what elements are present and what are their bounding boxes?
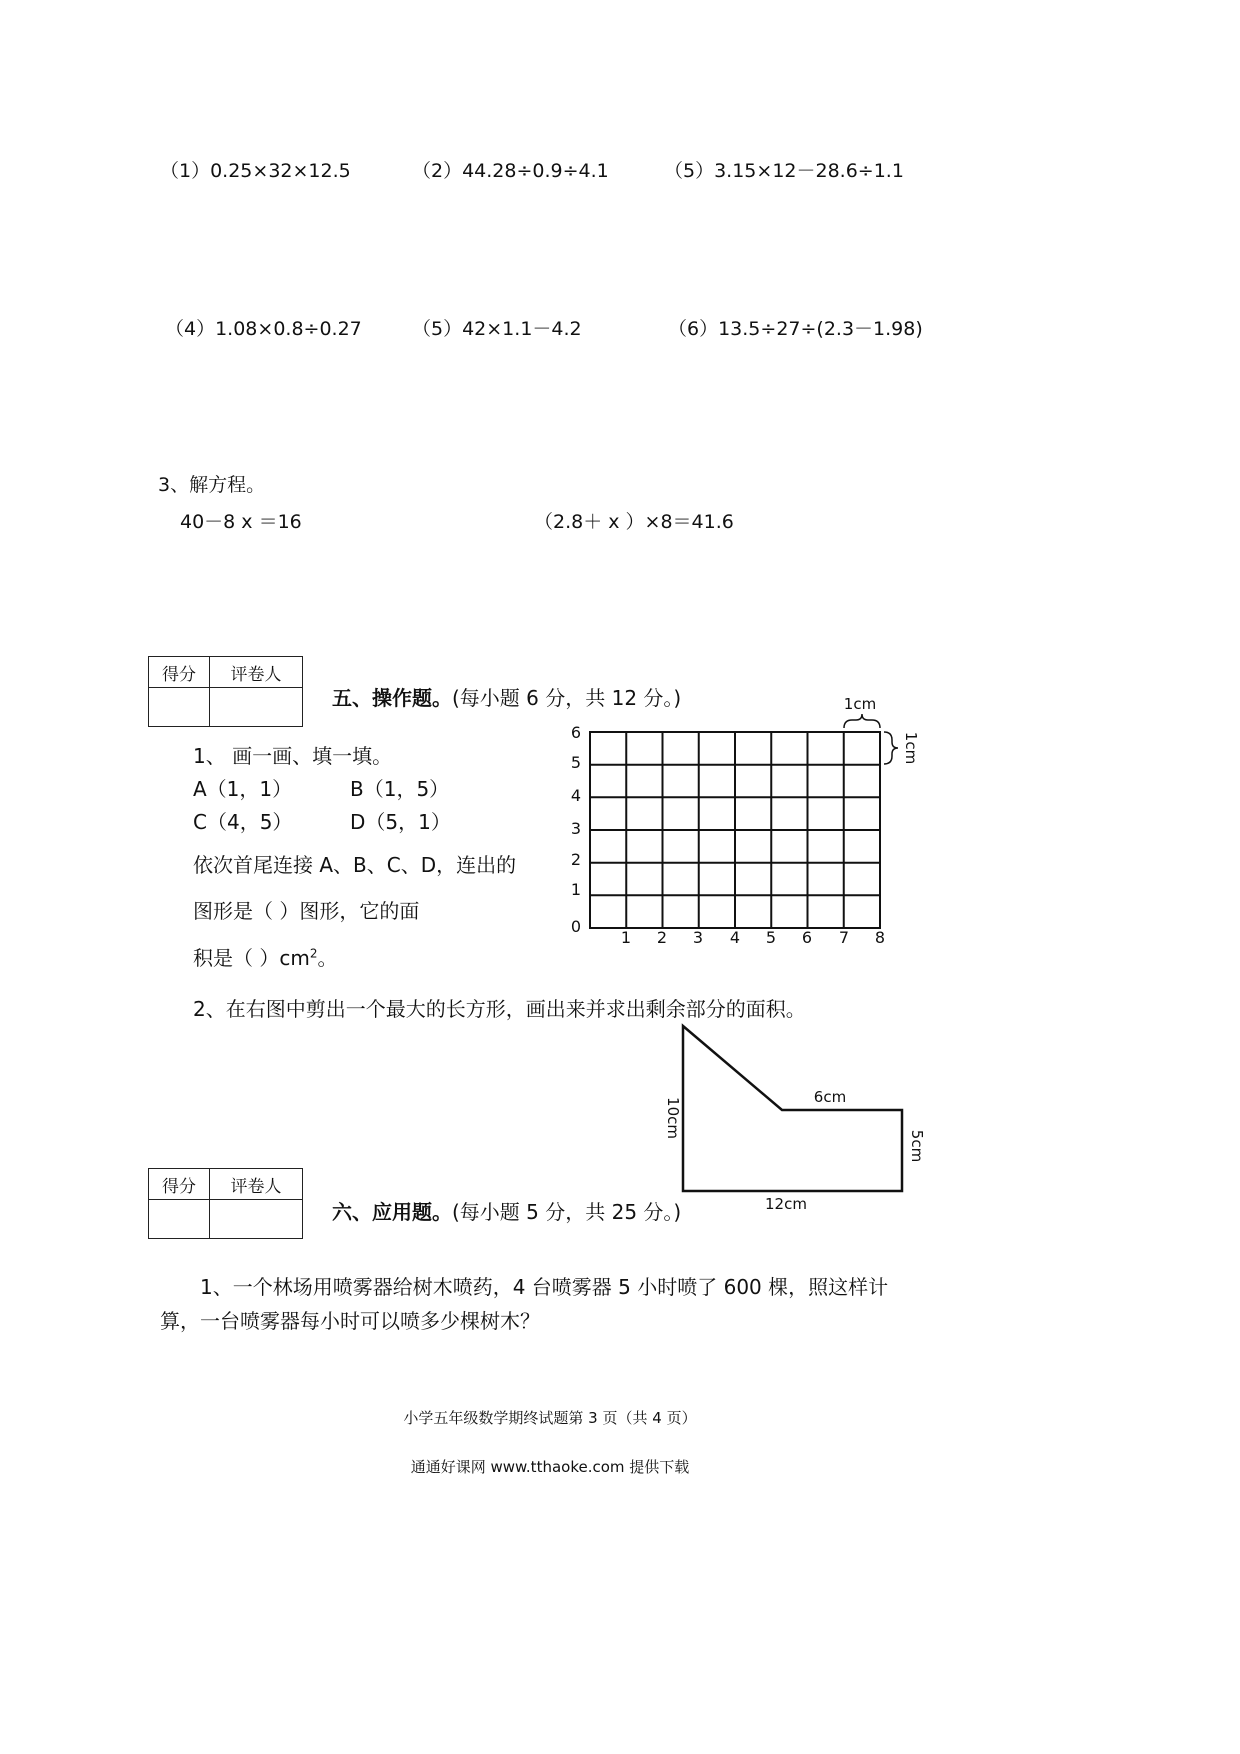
q1-line-3-end: 。 xyxy=(317,946,338,970)
point-d: D（5，1） xyxy=(350,810,451,834)
composite-shape xyxy=(683,1026,902,1191)
section6-heading xyxy=(332,1196,681,1225)
score-label: 得分 xyxy=(149,657,210,688)
x-tick-label: 1 xyxy=(620,928,632,947)
shape-label-bottom: 12cm xyxy=(765,1195,807,1213)
x-tick-label: 7 xyxy=(838,928,850,947)
point-b: B（1，5） xyxy=(350,777,450,801)
calc-problem-3: （5）3.15×12－28.6÷1.1 xyxy=(664,160,904,182)
grader-cell[interactable] xyxy=(210,1200,303,1239)
page-footer: 小学五年级数学期终试题第 3 页（共 4 页） xyxy=(403,1409,697,1427)
score-box-section6 xyxy=(148,1168,303,1239)
unit-label-vertical: 1cm xyxy=(902,731,920,765)
score-cell[interactable] xyxy=(149,1200,210,1239)
y-tick-label: 0 xyxy=(570,917,582,936)
section6-note: (每小题 5 分，共 25 分。) xyxy=(452,1200,682,1224)
score-label: 得分 xyxy=(149,1169,210,1200)
unit-bracket-horizontal xyxy=(844,714,880,728)
section6-q1-line-1: 1、一个林场用喷雾器给树木喷药，4 台喷雾器 5 小时喷了 600 棵，照这样计 xyxy=(200,1275,889,1299)
shape-label-right: 5cm xyxy=(908,1129,926,1163)
calc-problem-2: （2）44.28÷0.9÷4.1 xyxy=(412,160,609,182)
y-tick-label: 6 xyxy=(570,723,582,742)
score-cell[interactable] xyxy=(149,688,210,727)
q1-line-3 xyxy=(193,942,337,971)
equations-heading: 3、解方程。 xyxy=(158,474,266,496)
y-tick-label: 5 xyxy=(570,753,582,772)
coordinate-grid xyxy=(560,690,940,960)
point-c: C（4，5） xyxy=(193,810,293,834)
x-tick-label: 2 xyxy=(656,928,668,947)
x-tick-label: 8 xyxy=(874,928,886,947)
score-box-section5 xyxy=(148,656,303,727)
x-tick-label: 3 xyxy=(692,928,704,947)
x-tick-label: 5 xyxy=(765,928,777,947)
grader-label: 评卷人 xyxy=(210,1169,303,1200)
section6-q1-line-2: 算，一台喷雾器每小时可以喷多少棵树木？ xyxy=(160,1309,540,1333)
y-tick-label: 4 xyxy=(570,786,582,805)
q1-line-3-text: 积是（ ）cm xyxy=(193,946,310,970)
unit-bracket-vertical xyxy=(884,732,898,764)
x-tick-label: 6 xyxy=(801,928,813,947)
q1-line-1: 依次首尾连接 A、B、C、D，连出的 xyxy=(193,853,517,877)
unit-superscript: 2 xyxy=(309,946,318,961)
x-tick-label: 4 xyxy=(729,928,741,947)
grid-lines xyxy=(590,732,880,928)
y-tick-label: 1 xyxy=(570,880,582,899)
q2-text: 2、在右图中剪出一个最大的长方形，画出来并求出剩余部分的面积。 xyxy=(193,997,806,1021)
point-a: A（1，1） xyxy=(193,777,293,801)
grader-cell[interactable] xyxy=(210,688,303,727)
equation-1: 40－8 x ＝16 xyxy=(180,511,302,533)
section5-title: 五、操作题。 xyxy=(332,686,452,710)
section6-title: 六、应用题。 xyxy=(332,1200,452,1224)
grader-label: 评卷人 xyxy=(210,657,303,688)
site-footer: 通通好课网 www.tthaoke.com 提供下载 xyxy=(410,1458,690,1476)
y-tick-label: 3 xyxy=(570,819,582,838)
unit-label-horizontal: 1cm xyxy=(843,695,877,713)
calc-problem-1: （1）0.25×32×12.5 xyxy=(160,160,351,182)
equation-2: （2.8＋ x ）×8＝41.6 xyxy=(534,511,734,533)
calc-problem-6: （6）13.5÷27÷(2.3－1.98) xyxy=(668,318,923,340)
q1-line-2: 图形是（ ）图形，它的面 xyxy=(193,899,420,923)
shape-label-top-right: 6cm xyxy=(813,1088,847,1106)
calc-problem-4: （4）1.08×0.8÷0.27 xyxy=(165,318,362,340)
y-tick-label: 2 xyxy=(570,850,582,869)
composite-shape-figure xyxy=(650,1018,930,1218)
section5-note: (每小题 6 分，共 12 分。) xyxy=(452,686,682,710)
calc-problem-5: （5）42×1.1－4.2 xyxy=(412,318,582,340)
shape-label-left: 10cm xyxy=(664,1097,682,1139)
q1-label: 1、 画一画、填一填。 xyxy=(193,744,393,768)
